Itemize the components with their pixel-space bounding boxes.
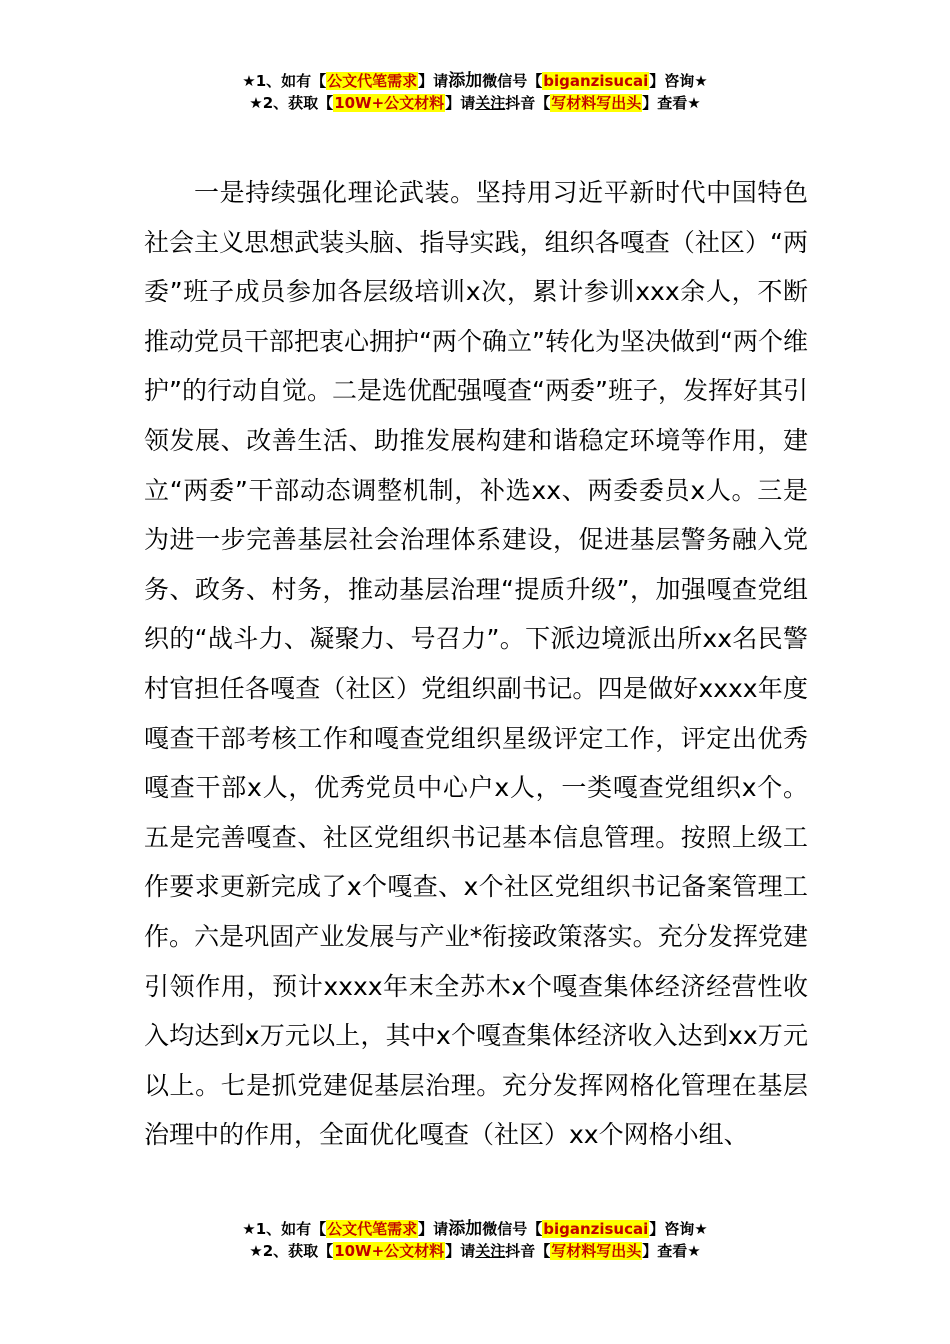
banner-suffix: 】查看★ — [642, 94, 701, 112]
banner-emphasis: 关注 — [475, 94, 506, 112]
header-banner — [0, 70, 950, 114]
banner-text: 抖音【 — [505, 94, 551, 112]
banner-line-2 — [0, 92, 950, 114]
banner-emphasis: 关注 — [475, 1242, 506, 1260]
banner-emphasis: 添加 — [448, 1219, 483, 1239]
banner-highlight-douyin: 写材料写出头 — [551, 94, 642, 112]
banner-text: 】请 — [445, 1242, 476, 1260]
banner-suffix: 】咨询★ — [649, 1220, 708, 1238]
banner-text: 】请 — [418, 1220, 449, 1238]
body-paragraph: 一是持续强化理论武装。坚持用习近平新时代中国特色社会主义思想武装头脑、指导实践，组织各嘎查（社区）“两委”班子成员参加各层级培训x次，累计参训xxx余人，不断推动党员干部把衷心拥护“两个确立”转化为坚决做到“两个维护”的行动自觉。二是选优配强嘎查“两委”班子，发挥好其引领发展、改善生活、助推发展构建和谐稳定环境等作用，建立“两委”干部动态调整机制，补选xx、两委委员x人。三是为进一步完善基层社会治理体系建设，促进基层警务融入党务、政务、村务，推动基层治理“提质升级”，加强嘎查党组织的“战斗力、凝聚力、号召力”。下派边境派出所xx名民警村官担任各嘎查（社区）党组织副书记。四是做好xxxx年度嘎查干部考核工作和嘎查党组织星级评定工作，评定出优秀嘎查干部x人，优秀党员中心户x人，一类嘎查党组织x个。五是完善嘎查、社区党组织书记基本信息管理。按照上级工作要求更新完成了x个嘎查、x个社区党组织书记备案管理工作。六是巩固产业发展与产业*衔接政策落实。充分发挥党建引领作用，预计xxxx年末全苏木x个嘎查集体经济经营性收入均达到x万元以上，其中x个嘎查集体经济收入达到xx万元以上。七是抓党建促基层治理。充分发挥网格化管理在基层治理中的作用，全面优化嘎查（社区）xx个网格小组、 — [144, 178, 808, 1150]
banner-line-1 — [0, 70, 950, 92]
banner-highlight-douyin: 写材料写出头 — [551, 1242, 642, 1260]
banner-highlight-service: 公文代笔需求 — [327, 72, 418, 90]
banner-line-2 — [0, 1240, 950, 1262]
banner-highlight-wechat-id: biganzisucai — [543, 1220, 649, 1238]
banner-text: 抖音【 — [505, 1242, 551, 1260]
banner-highlight-wechat-id: biganzisucai — [543, 72, 649, 90]
banner-text: 】请 — [418, 72, 449, 90]
banner-text: 】请 — [445, 94, 476, 112]
banner-suffix: 】咨询★ — [649, 72, 708, 90]
banner-highlight-materials: 10W+公文材料 — [334, 94, 445, 112]
banner-emphasis: 添加 — [448, 71, 483, 91]
banner-text: 微信号【 — [482, 72, 543, 90]
banner-text: 微信号【 — [482, 1220, 543, 1238]
banner-line-1 — [0, 1218, 950, 1240]
banner-prefix: ★2、获取【 — [249, 94, 334, 112]
banner-suffix: 】查看★ — [642, 1242, 701, 1260]
banner-highlight-service: 公文代笔需求 — [327, 1220, 418, 1238]
banner-highlight-materials: 10W+公文材料 — [334, 1242, 445, 1260]
banner-prefix: ★1、如有【 — [242, 72, 327, 90]
banner-prefix: ★1、如有【 — [242, 1220, 327, 1238]
banner-prefix: ★2、获取【 — [249, 1242, 334, 1260]
footer-banner — [0, 1218, 950, 1262]
